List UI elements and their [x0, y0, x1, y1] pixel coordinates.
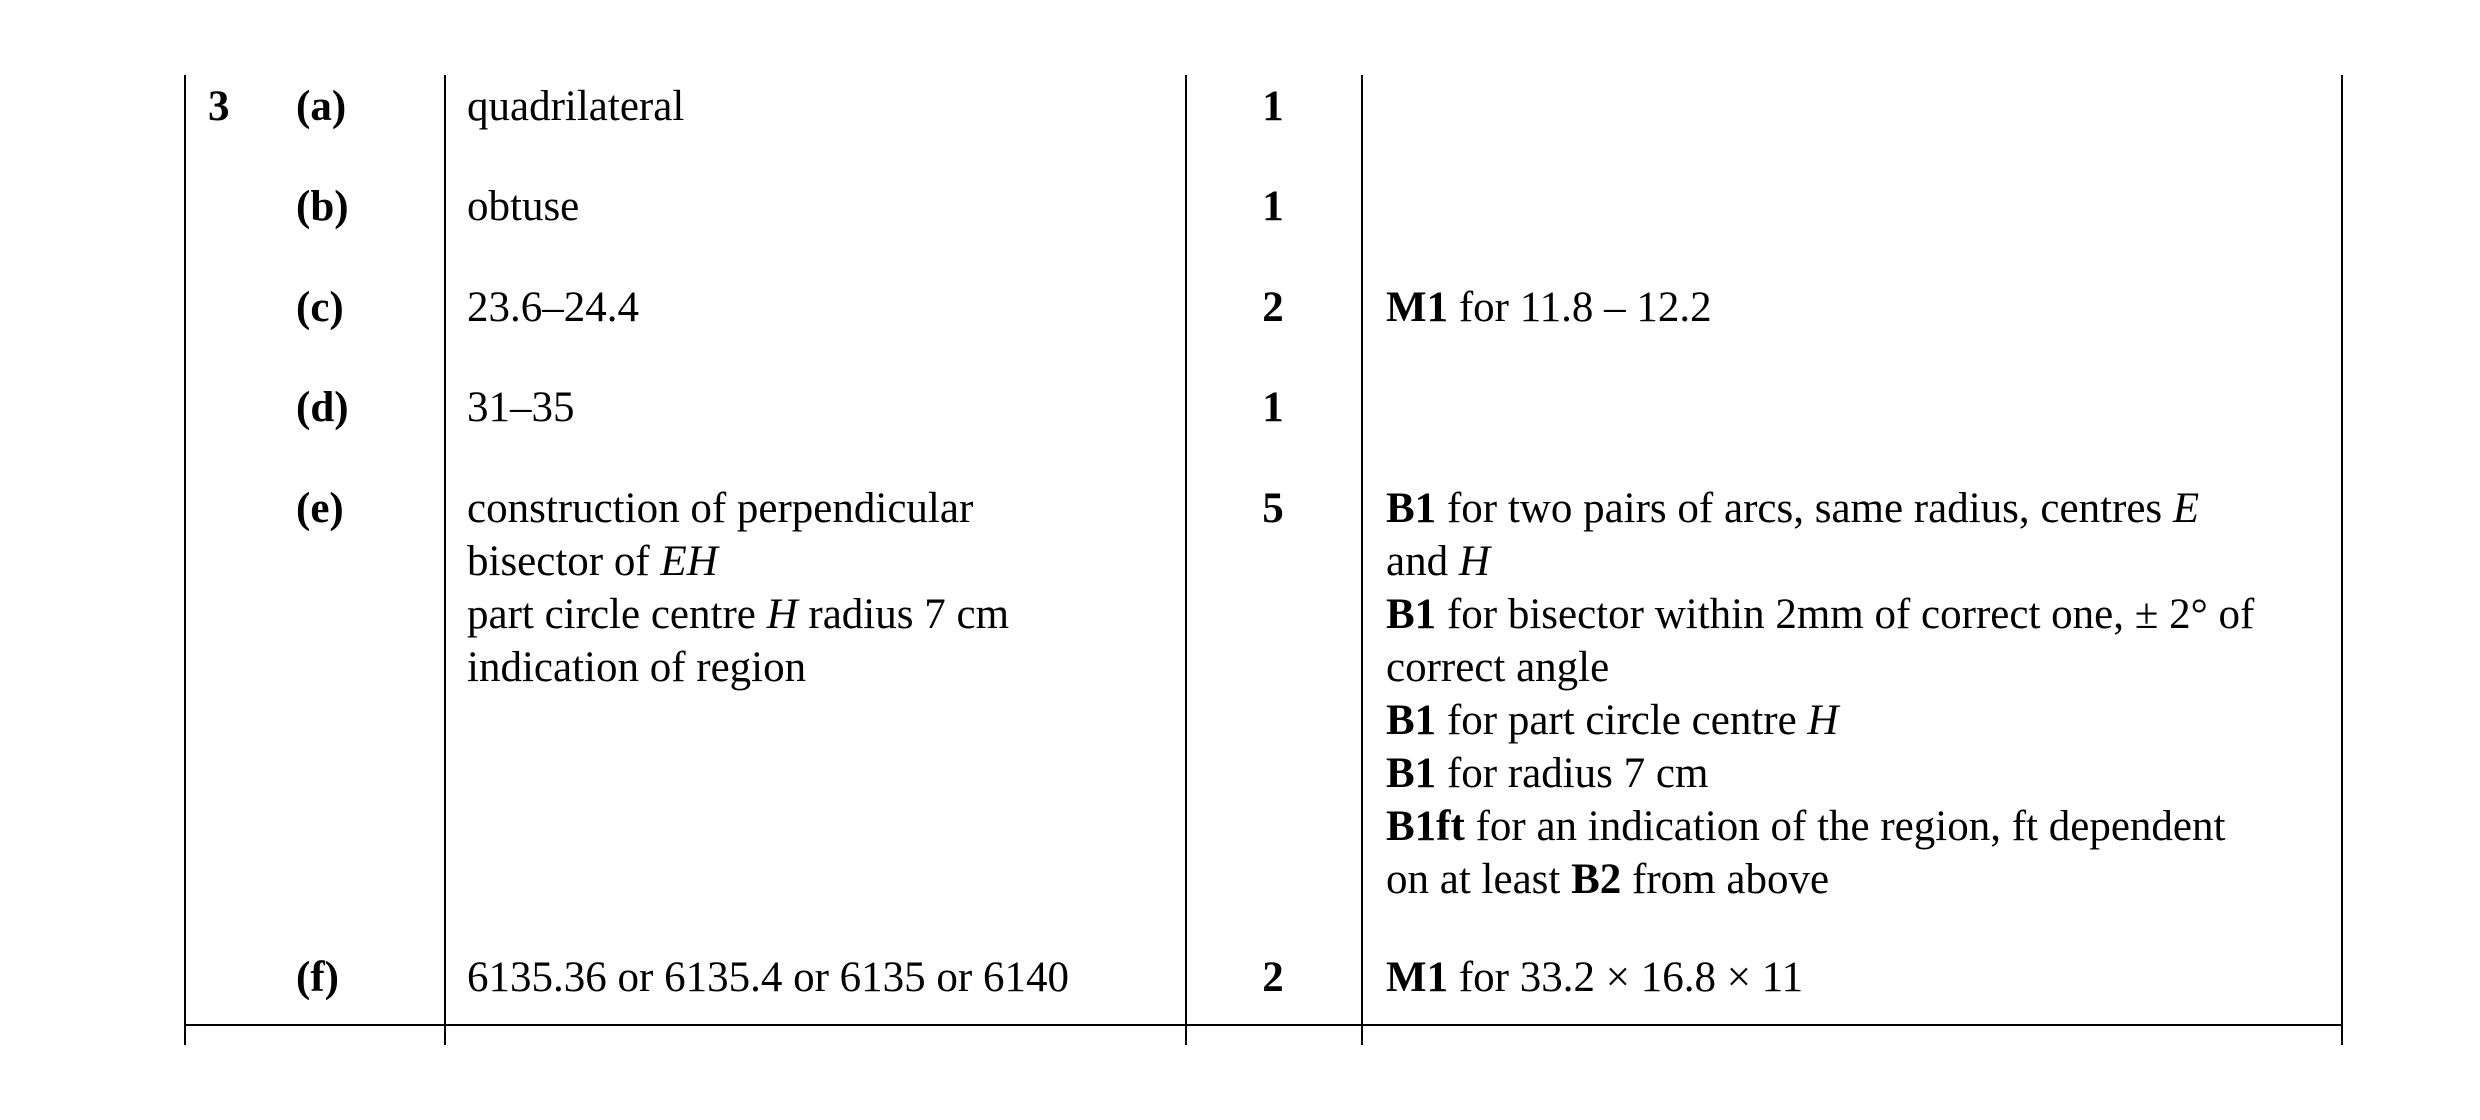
mark-code: B1: [1386, 750, 1437, 797]
mark-code: B1: [1386, 697, 1437, 744]
marks-c: 2: [1262, 284, 1284, 331]
guidance-e-line-4: [1386, 641, 1609, 694]
guidance-text: for two pairs of arcs, same radius, centres: [1436, 485, 2173, 532]
guidance-e-line-1: [1386, 482, 2199, 535]
guidance-e-line-7: [1386, 800, 2225, 853]
guidance-text: for 33.2 × 16.8 × 11: [1448, 954, 1804, 1001]
marks-d: 1: [1262, 384, 1284, 431]
column-divider-guidance: [1361, 75, 1363, 1045]
guidance-e-line-5: [1386, 694, 1838, 747]
mark-code: B1ft: [1386, 803, 1465, 850]
guidance-math: H: [1458, 538, 1490, 585]
answer-e-line-1: construction of perpendicular: [467, 485, 974, 532]
guidance-e-line-2: [1386, 535, 1490, 588]
part-label-b: (b): [296, 183, 349, 230]
mark-code: B1: [1386, 485, 1437, 532]
guidance-f: [1386, 951, 1803, 1004]
part-label-e: (e): [296, 485, 344, 532]
marks-f: 2: [1262, 954, 1284, 1001]
answer-e-line-3: [467, 588, 1009, 641]
mark-code: B1: [1386, 591, 1437, 638]
guidance-math: E: [2172, 485, 2200, 532]
answer-b: obtuse: [467, 183, 580, 230]
answer-text: bisector of: [467, 538, 661, 585]
answer-text: radius 7 cm: [797, 591, 1010, 638]
marks-b: 1: [1262, 183, 1284, 230]
answer-e-line-4: indication of region: [467, 644, 807, 691]
column-divider-marks: [1185, 75, 1187, 1045]
part-label-f: (f): [296, 954, 339, 1001]
guidance-text: for part circle centre: [1436, 697, 1808, 744]
answer-d: 31–35: [467, 384, 575, 431]
marks-a: 1: [1262, 83, 1284, 130]
column-divider-answer: [444, 75, 446, 1045]
part-label-a: (a): [296, 83, 347, 130]
guidance-text: and: [1386, 538, 1459, 585]
guidance-text: for an indication of the region, ft dependent: [1464, 803, 2226, 850]
question-number: 3: [208, 83, 230, 130]
guidance-text: for 11.8 – 12.2: [1448, 284, 1712, 331]
guidance-math: H: [1807, 697, 1839, 744]
guidance-e-line-6: [1386, 747, 1708, 800]
part-label-c: (c): [296, 284, 344, 331]
answer-e-line-2: [467, 535, 718, 588]
mark-code: M1: [1386, 954, 1449, 1001]
table-left-border: [184, 75, 186, 1045]
answer-text: part circle centre: [467, 591, 767, 638]
guidance-text: for bisector within 2mm of correct one, ± 2° of: [1436, 591, 2255, 638]
mark-code: M1: [1386, 284, 1449, 331]
answer-a: quadrilateral: [467, 83, 685, 130]
guidance-e-line-3: [1386, 588, 2254, 641]
answer-math: H: [766, 591, 798, 638]
answer-math: EH: [660, 538, 718, 585]
guidance-text: from above: [1621, 856, 1830, 903]
mark-code: B2: [1571, 856, 1622, 903]
table-bottom-rule: [184, 1024, 2343, 1026]
part-label-d: (d): [296, 384, 349, 431]
answer-f: 6135.36 or 6135.4 or 6135 or 6140: [467, 954, 1069, 1001]
guidance-c: [1386, 281, 1712, 334]
guidance-text: for radius 7 cm: [1436, 750, 1709, 797]
table-right-border: [2341, 75, 2343, 1045]
marks-e: 5: [1262, 485, 1284, 532]
answer-c: 23.6–24.4: [467, 284, 639, 331]
guidance-e-line-8: [1386, 853, 1829, 906]
guidance-text: on at least: [1386, 856, 1572, 903]
guidance-text: correct angle: [1386, 644, 1610, 691]
